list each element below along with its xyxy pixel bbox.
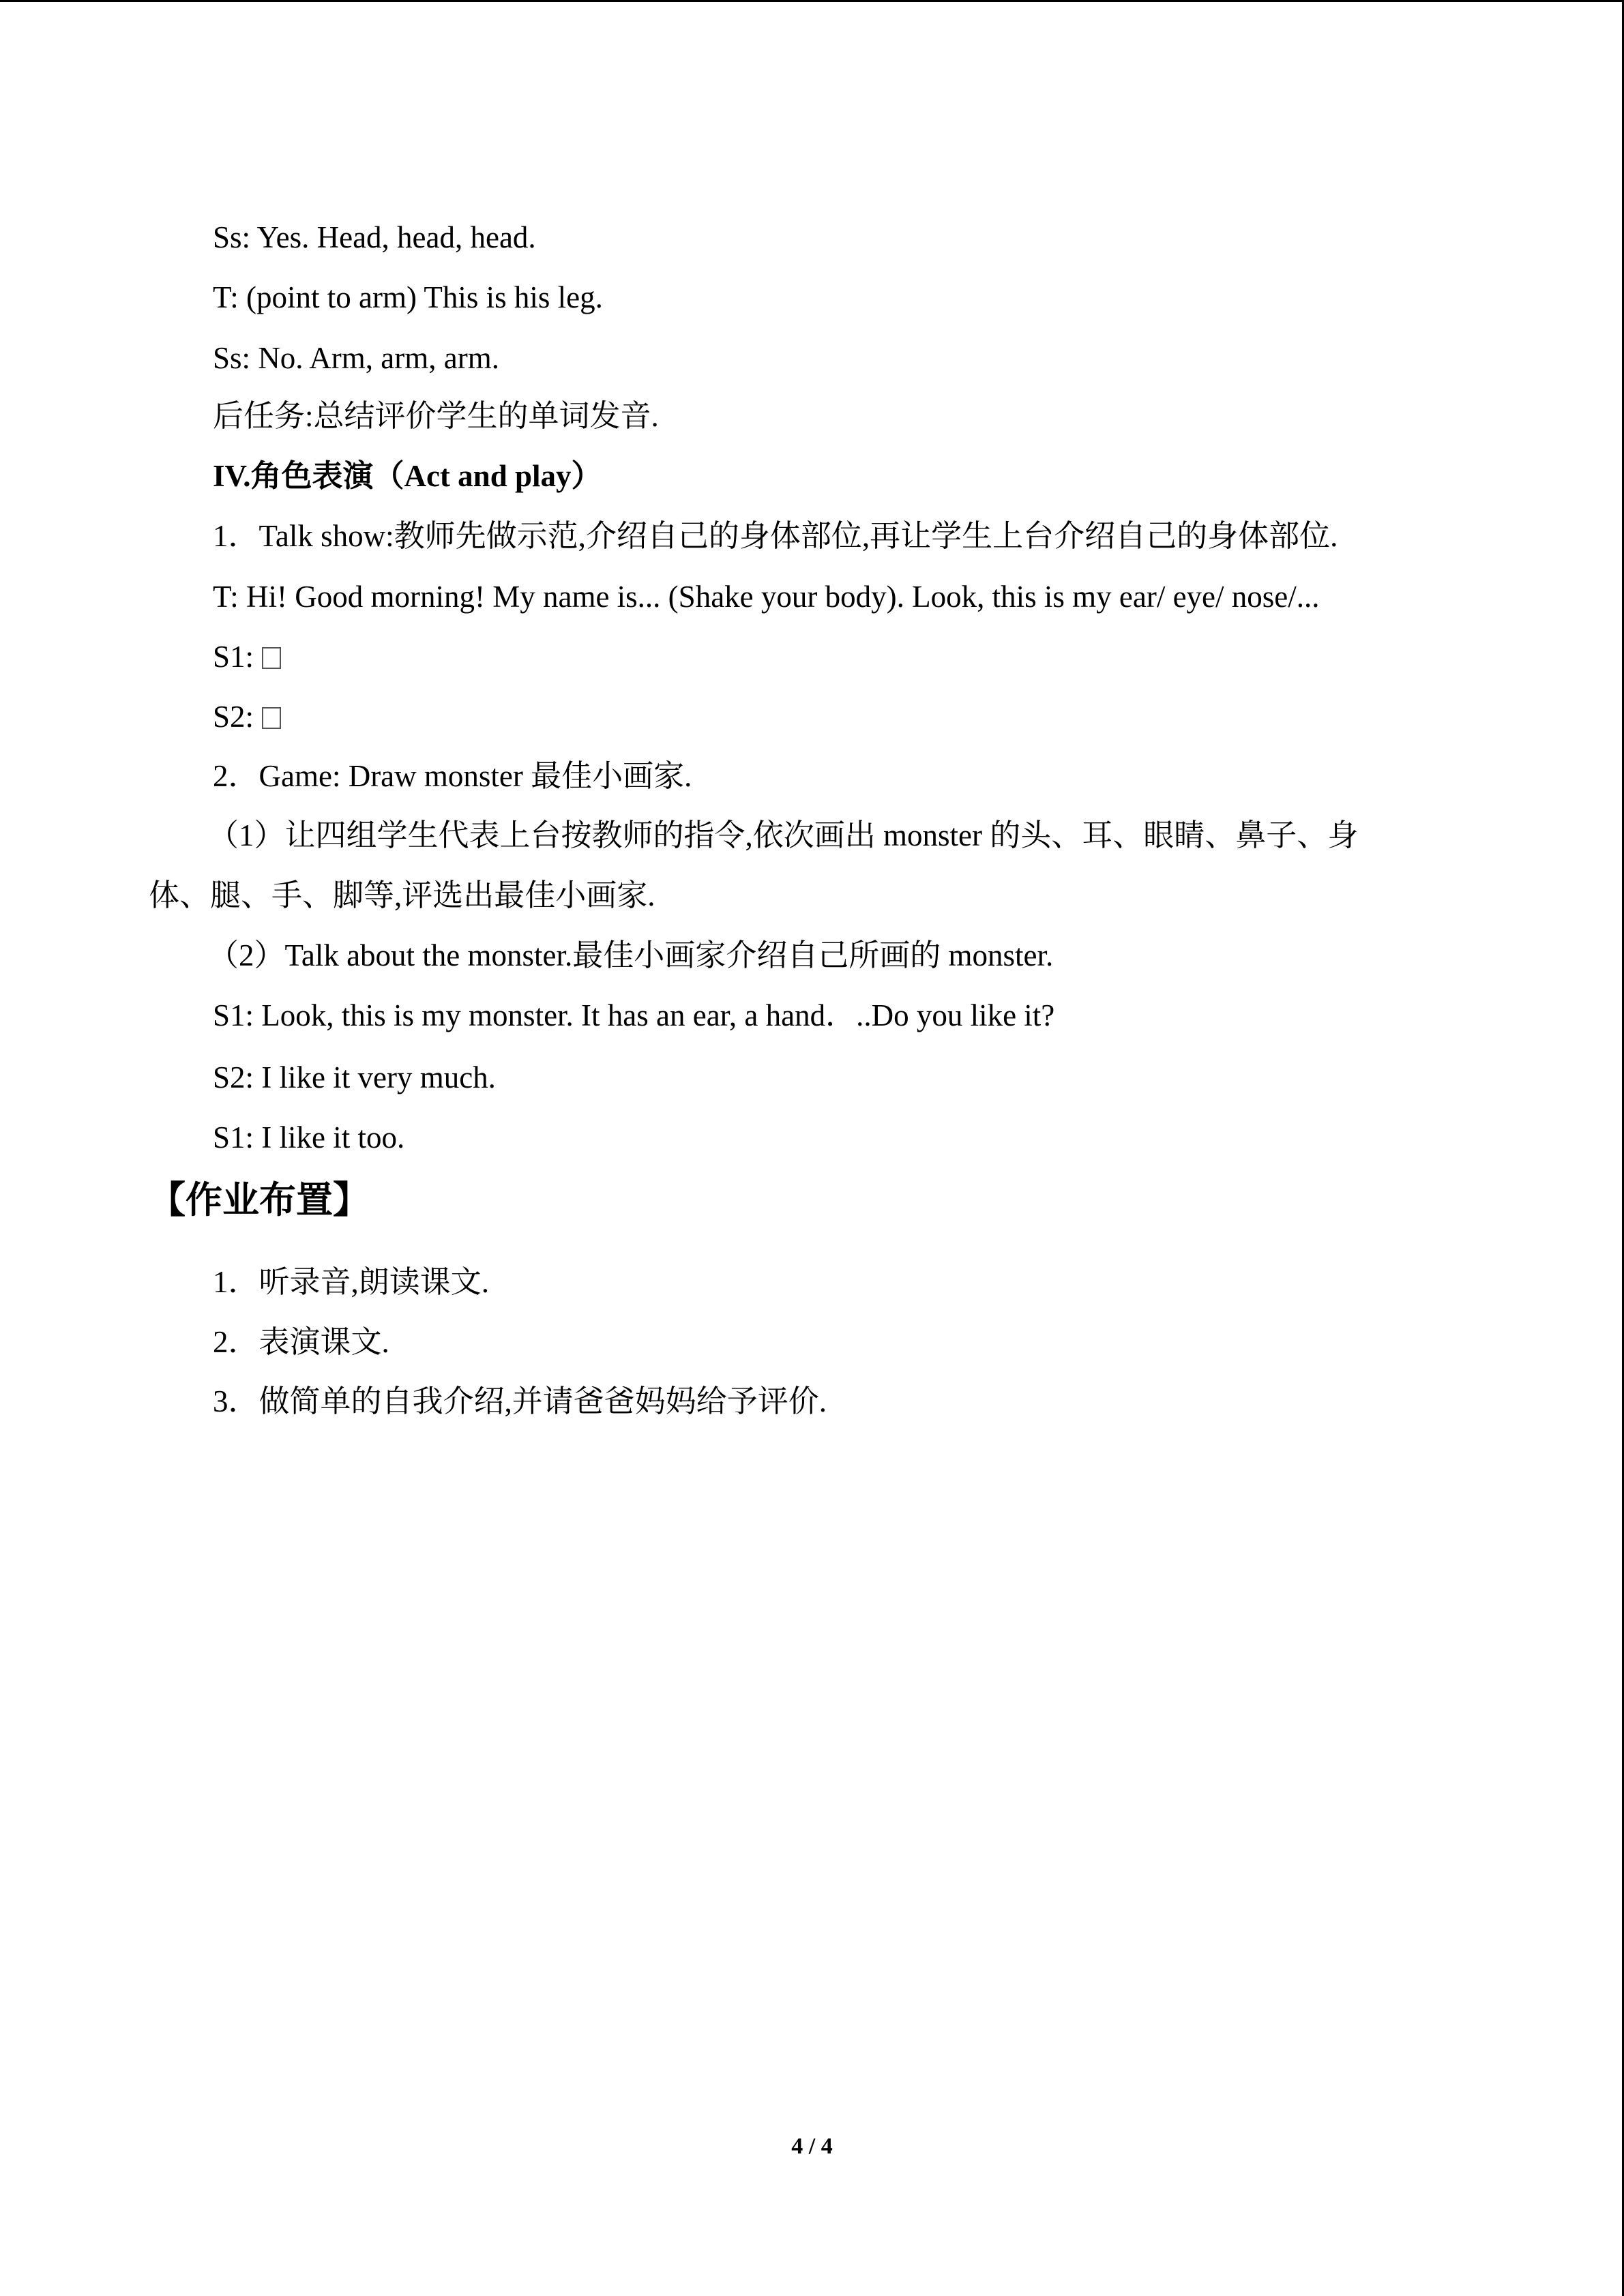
homework-item: 2．表演课文. — [213, 1325, 389, 1359]
dialogue-line: Ss: Yes. Head, head, head. — [213, 220, 536, 254]
dialogue-line: S2: I like it very much. — [213, 1060, 496, 1094]
talk-show-line: 1．Talk show:教师先做示范,介绍自己的身体部位,再让学生上台介绍自己的身体部位. — [213, 519, 1338, 553]
post-task-line: 后任务:总结评价学生的单词发音. — [213, 399, 659, 433]
homework-item: 3．做简单的自我介绍,并请爸爸妈妈给予评价. — [213, 1384, 827, 1418]
game-step-1: （1）让四组学生代表上台按教师的指令,依次画出 monster 的头、耳、眼睛、鼻子、身 — [208, 818, 1359, 852]
top-border — [0, 0, 1624, 2]
dialogue-line-s2 — [213, 696, 281, 737]
section-iv-title: IV.角色表演（Act and play） — [213, 459, 602, 493]
homework-heading: 【作业布置】 — [149, 1178, 370, 1221]
dialogue-line-s1 — [213, 636, 281, 677]
speaker-label: S1: — [213, 640, 254, 674]
game-line: 2．Game: Draw monster 最佳小画家. — [213, 759, 692, 793]
game-step-2: （2）Talk about the monster.最佳小画家介绍自己所画的 monster. — [208, 938, 1054, 972]
homework-item: 1．听录音,朗读课文. — [213, 1265, 490, 1299]
page-number: 4 / 4 — [791, 2134, 833, 2159]
blank-box-icon — [262, 647, 281, 669]
dialogue-line: Ss: No. Arm, arm, arm. — [213, 341, 499, 375]
dialogue-line: T: Hi! Good morning! My name is... (Shake your body). Look, this is my ear/ eye/ nose/... — [213, 580, 1320, 614]
dialogue-line: S1: Look, this is my monster. It has an ear, a hand．..Do you like it? — [213, 998, 1055, 1032]
game-step-1-cont: 体、腿、手、脚等,评选出最佳小画家. — [149, 878, 655, 912]
blank-box-icon — [262, 707, 281, 729]
speaker-label: S2: — [213, 700, 254, 734]
dialogue-line: S1: I like it too. — [213, 1120, 405, 1154]
dialogue-line: T: (point to arm) This is his leg. — [213, 280, 603, 314]
